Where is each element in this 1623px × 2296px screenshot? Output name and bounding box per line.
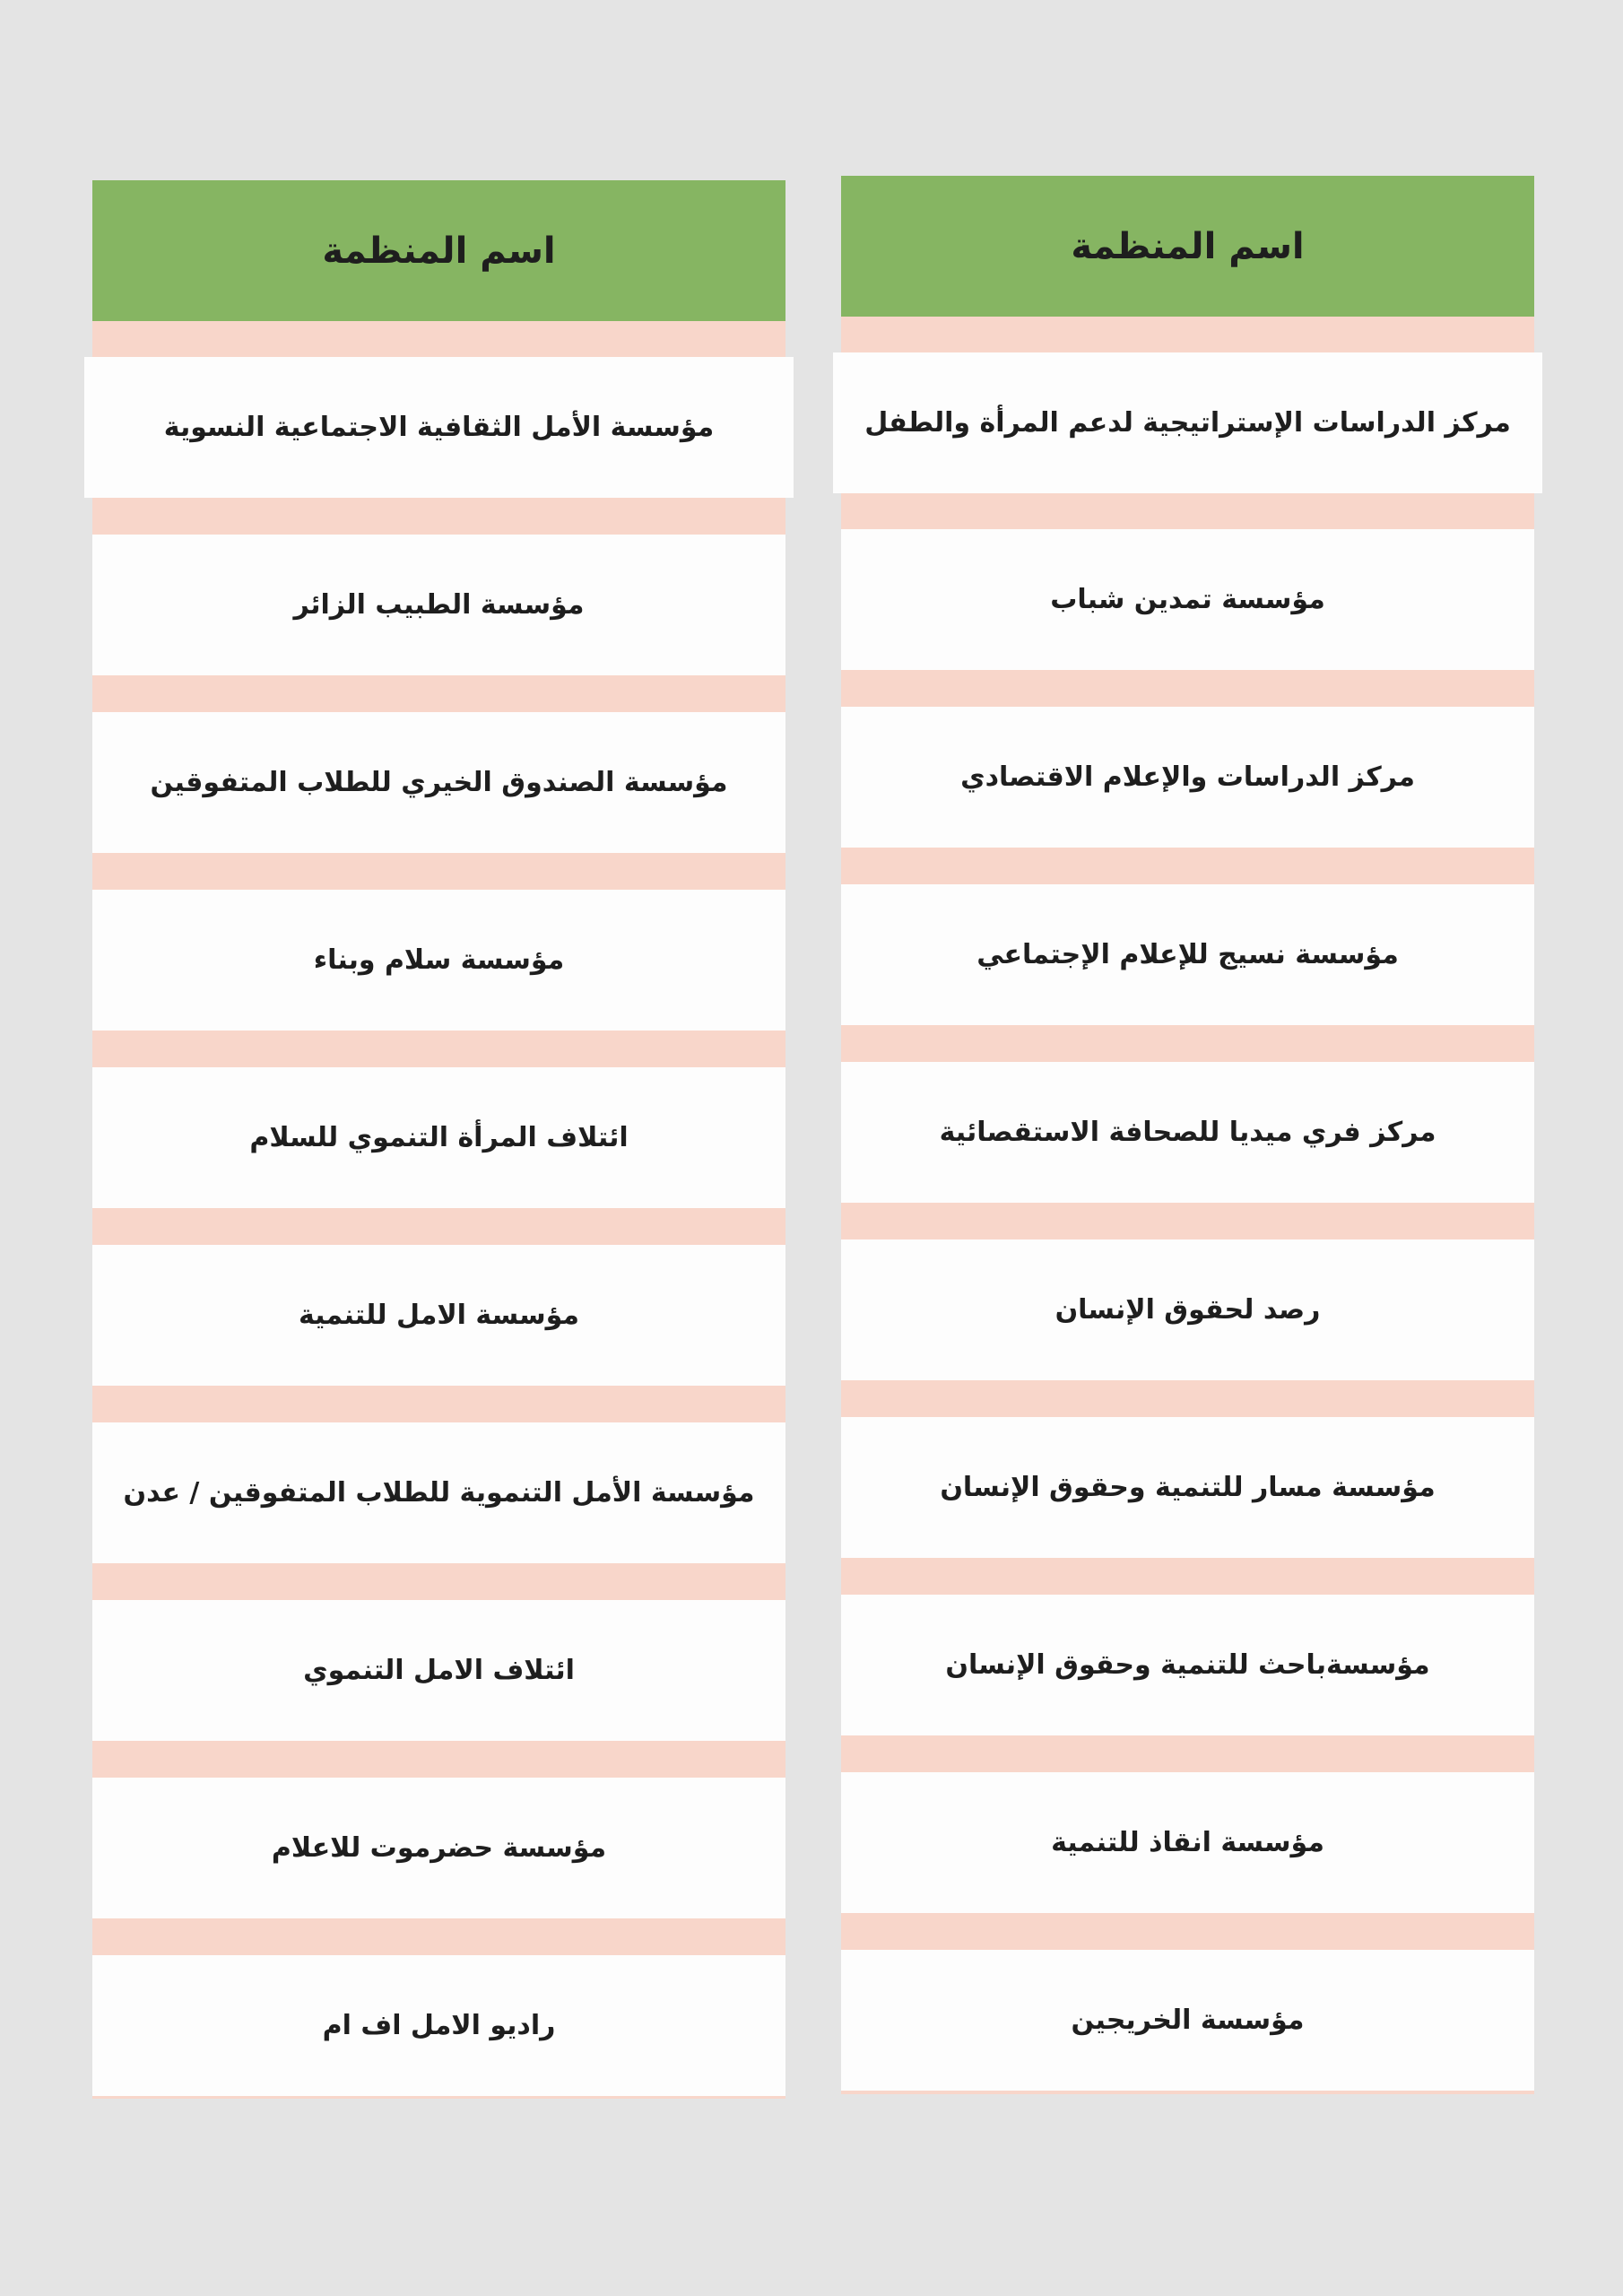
table-header: اسم المنظمة [92,180,785,321]
table-row: مؤسسةباحث للتنمية وحقوق الإنسان [841,1595,1534,1735]
table-row: مركز الدراسات الإستراتيجية لدعم المرأة والطفل [833,352,1542,493]
table-row: مؤسسة حضرموت للاعلام [92,1778,785,1918]
table-row: راديو الامل اف ام [92,1955,785,2096]
table-row: مؤسسة الأمل الثقافية الاجتماعية النسوية [84,357,794,498]
table-row: مؤسسة تمدين شباب [841,529,1534,670]
table-row: مؤسسة سلام وبناء [92,890,785,1031]
table-row: مركز فري ميديا للصحافة الاستقصائية [841,1062,1534,1203]
table-row: رصد لحقوق الإنسان [841,1239,1534,1380]
table-row: مؤسسة الأمل التنموية للطلاب المتفوقين / عدن [92,1422,785,1563]
table-row: مؤسسة نسيج للإعلام الإجتماعي [841,884,1534,1025]
table-row: مؤسسة انقاذ للتنمية [841,1772,1534,1913]
table-header: اسم المنظمة [841,176,1534,317]
table-row: مركز الدراسات والإعلام الاقتصادي [841,707,1534,848]
table-row: ائتلاف المرأة التنموي للسلام [92,1067,785,1208]
table-row: مؤسسة الخريجين [841,1950,1534,2091]
table-row: مؤسسة الطبيب الزائر [92,535,785,675]
table-row: مؤسسة الصندوق الخيري للطلاب المتفوقين [92,712,785,853]
table-row: مؤسسة الامل للتنمية [92,1245,785,1386]
table-row: مؤسسة مسار للتنمية وحقوق الإنسان [841,1417,1534,1558]
table-row: ائتلاف الامل التنموي [92,1600,785,1741]
